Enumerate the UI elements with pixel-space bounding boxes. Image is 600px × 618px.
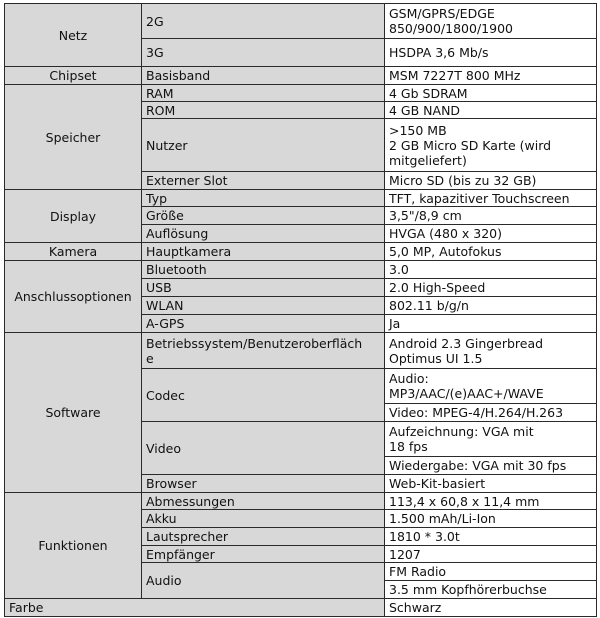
table-row <box>5 67 597 85</box>
value-codec-video: Video: MPEG-4/H.264/H.263 <box>385 404 597 422</box>
label-groesse: Größe <box>142 207 385 225</box>
value-agps: Ja <box>385 315 597 333</box>
value-groesse: 3,5"/8,9 cm <box>385 207 597 225</box>
label-hauptkamera: Hauptkamera <box>142 243 385 261</box>
label-akku: Akku <box>142 510 385 528</box>
label-2g: 2G <box>142 4 385 39</box>
value-typ: TFT, kapazitiver Touchscreen <box>385 190 597 207</box>
label-video: Video <box>142 422 385 475</box>
value-nutzer <box>385 119 597 172</box>
label-nutzer: Nutzer <box>142 119 385 172</box>
table-row <box>5 4 597 39</box>
label-betriebssystem-line-2: e <box>146 350 154 366</box>
value-2g-line-1: GSM/GPRS/EDGE <box>389 6 495 21</box>
value-rom: 4 GB NAND <box>385 102 597 119</box>
label-abmessungen: Abmessungen <box>142 493 385 510</box>
label-externer-slot: Externer Slot <box>142 172 385 190</box>
value-externer-slot: Micro SD (bis zu 32 GB) <box>385 172 597 190</box>
value-usb: 2.0 High-Speed <box>385 279 597 297</box>
label-lautsprecher: Lautsprecher <box>142 528 385 546</box>
value-basisband: MSM 7227T 800 MHz <box>385 67 597 85</box>
category-chipset: Chipset <box>5 67 142 85</box>
label-aufloesung: Auflösung <box>142 225 385 243</box>
value-audio-fm: FM Radio <box>385 563 597 581</box>
value-codec-audio <box>385 369 597 404</box>
value-nutzer-line-2: 2 GB Micro SD Karte (wird <box>389 137 552 153</box>
label-agps: A-GPS <box>142 315 385 333</box>
category-funktionen: Funktionen <box>5 493 142 599</box>
value-empfaenger: 1207 <box>385 546 597 563</box>
value-nutzer-line-1: >150 MB <box>389 122 447 138</box>
table-row <box>5 85 597 102</box>
category-farbe: Farbe <box>5 599 385 617</box>
label-bluetooth: Bluetooth <box>142 261 385 279</box>
label-empfaenger: Empfänger <box>142 546 385 563</box>
value-nutzer-line-3: mitgeliefert) <box>389 152 467 168</box>
value-2g-line-2: 850/900/1800/1900 <box>389 21 513 36</box>
category-software: Software <box>5 333 142 493</box>
table-row <box>5 333 597 369</box>
value-2g <box>385 4 597 39</box>
value-3g: HSDPA 3,6 Mb/s <box>385 39 597 67</box>
value-betriebssystem <box>385 333 597 369</box>
table-row <box>5 243 597 261</box>
label-3g: 3G <box>142 39 385 67</box>
category-speicher: Speicher <box>5 85 142 190</box>
value-farbe: Schwarz <box>385 599 597 617</box>
value-codec-audio-line-1: Audio: <box>389 371 429 386</box>
label-betriebssystem-line-1: Betriebssystem/Benutzeroberfläch <box>146 335 363 351</box>
value-bluetooth: 3.0 <box>385 261 597 279</box>
value-abmessungen: 113,4 x 60,8 x 11,4 mm <box>385 493 597 510</box>
label-basisband: Basisband <box>142 67 385 85</box>
label-browser: Browser <box>142 475 385 493</box>
value-akku: 1.500 mAh/Li-Ion <box>385 510 597 528</box>
value-codec-audio-line-2: MP3/AAC/(e)AAC+/WAVE <box>389 386 544 401</box>
value-video-aufzeichnung-line-2: 18 fps <box>389 439 428 454</box>
value-video-wiedergabe: Wiedergabe: VGA mit 30 fps <box>385 457 597 475</box>
label-audio: Audio <box>142 563 385 599</box>
label-usb: USB <box>142 279 385 297</box>
value-aufloesung: HVGA (480 x 320) <box>385 225 597 243</box>
label-wlan: WLAN <box>142 297 385 315</box>
category-display: Display <box>5 190 142 243</box>
value-betriebssystem-line-1: Android 2.3 Gingerbread <box>389 335 544 351</box>
value-wlan: 802.11 b/g/n <box>385 297 597 315</box>
label-rom: ROM <box>142 102 385 119</box>
category-netz: Netz <box>5 4 142 67</box>
value-ram: 4 Gb SDRAM <box>385 85 597 102</box>
label-betriebssystem <box>142 333 385 369</box>
value-audio-kopfhoerer: 3.5 mm Kopfhörerbuchse <box>385 581 597 599</box>
value-hauptkamera: 5,0 MP, Autofokus <box>385 243 597 261</box>
value-video-aufzeichnung <box>385 422 597 457</box>
table-row <box>5 190 597 207</box>
value-browser: Web-Kit-basiert <box>385 475 597 493</box>
table-row <box>5 261 597 279</box>
spec-table <box>4 3 597 617</box>
value-lautsprecher: 1810 * 3.0t <box>385 528 597 546</box>
table-row <box>5 599 597 617</box>
category-anschlussoptionen: Anschlussoptionen <box>5 261 142 333</box>
label-typ: Typ <box>142 190 385 207</box>
table-row <box>5 493 597 510</box>
label-codec: Codec <box>142 369 385 422</box>
value-video-aufzeichnung-line-1: Aufzeichnung: VGA mit <box>389 424 534 439</box>
label-ram: RAM <box>142 85 385 102</box>
category-kamera: Kamera <box>5 243 142 261</box>
value-betriebssystem-line-2: Optimus UI 1.5 <box>389 350 483 366</box>
